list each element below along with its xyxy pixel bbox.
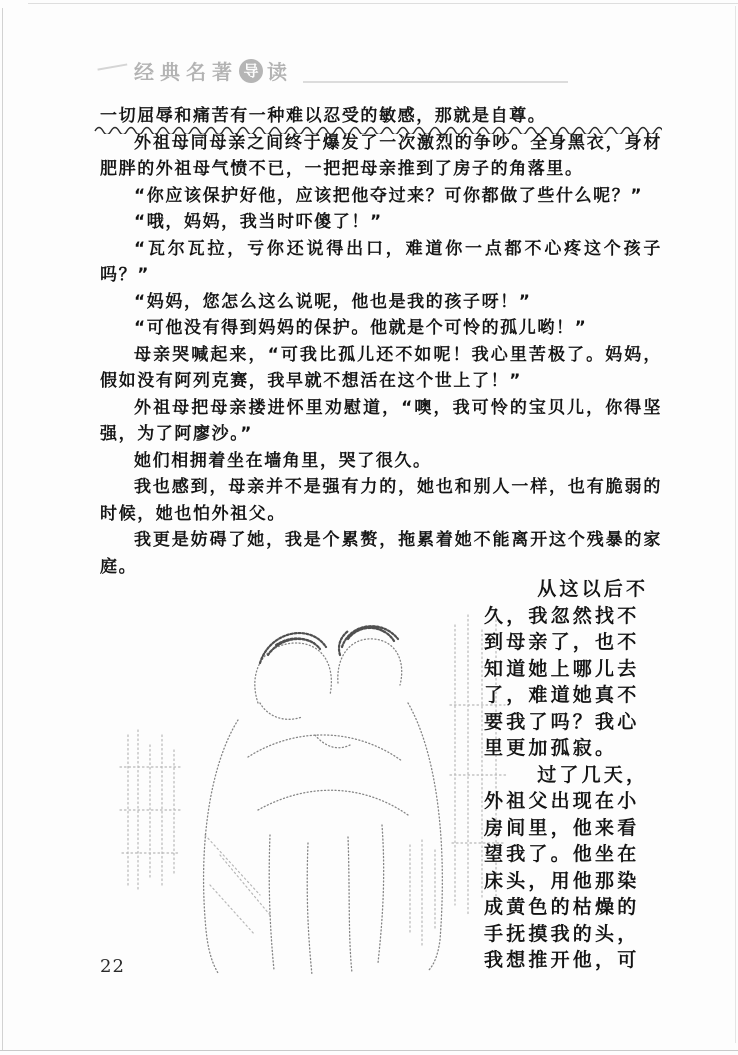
page-edge-top [28,3,738,4]
series-title-prefix: 经典名著 [134,60,238,84]
highlighted-sentence-text: 一切屈辱和痛苦有一种难以忍受的敏感，那就是自尊。 [100,106,547,126]
illustration-embracing-figures [110,585,510,980]
series-title-suffix: 读 [267,60,293,84]
paragraph: “可他没有得到妈妈的保护。他就是个可怜的孤儿哟！” [134,318,588,338]
page-edge-bottom [0,1050,738,1051]
paragraph: 外祖母把母亲搂进怀里劝慰道，“噢，我可怜的宝贝儿，你得坚强，为了阿廖沙。” [100,397,662,444]
page-edge-left [2,8,3,1051]
paragraph: 我更是妨碍了她，我是个累赘，拖累着她不能离开这个残暴的家庭。 [100,530,662,577]
wavy-underline [94,125,662,134]
paragraph: “妈妈，您怎么这么说呢，他也是我的孩子呀！” [134,291,532,312]
header-ornament-left [97,63,128,77]
paragraph: 过了几天，外祖父出现在小房间里，他来看望我了。他坐在床头，用他那染成黄色的枯燥的手抚摸我的头，我想推开他，可 [484,763,649,971]
paragraph: “你应该保护好他，应该把他夺过来？可你都做了些什么呢？” [134,185,644,206]
series-title-badge-circle: 导 [239,59,263,83]
header-rule-line [303,81,568,83]
paragraph: 母亲哭喊起来，“可我比孤儿还不如呢！我心里苦极了。妈妈，假如没有阿列克赛，我早就不想活在这个世上了！” [100,344,662,391]
paragraph: “哦，妈妈，我当时吓傻了！” [134,212,383,232]
side-text-column [484,576,654,974]
page-edge-right [735,6,736,1043]
paragraph: “瓦尔瓦拉，亏你还说得出口，难道你一点都不心疼这个孩子吗？” [100,238,662,285]
paragraph: 我也感到，母亲并不是强有力的，她也和别人一样，也有脆弱的时候，她也怕外祖父。 [100,477,662,524]
paragraph: 外祖母同母亲之间终于爆发了一次激烈的争吵。全身黑衣，身材肥胖的外祖母气愤不已，一把把母亲推到了房子的角落里。 [100,132,662,179]
series-title [134,56,293,85]
page-number: 22 [100,956,125,977]
main-text-block [100,103,662,580]
paragraph: 从这以后不久，我忽然找不到母亲了，也不知道她上哪儿去了，难道她真不要我了吗？我心里更加孤寂。 [484,578,649,759]
page-header [98,56,568,85]
wavy-underline-path [95,127,662,134]
paragraph: 她们相拥着坐在墙角里，哭了很久。 [134,450,432,471]
highlighted-sentence [100,103,662,130]
